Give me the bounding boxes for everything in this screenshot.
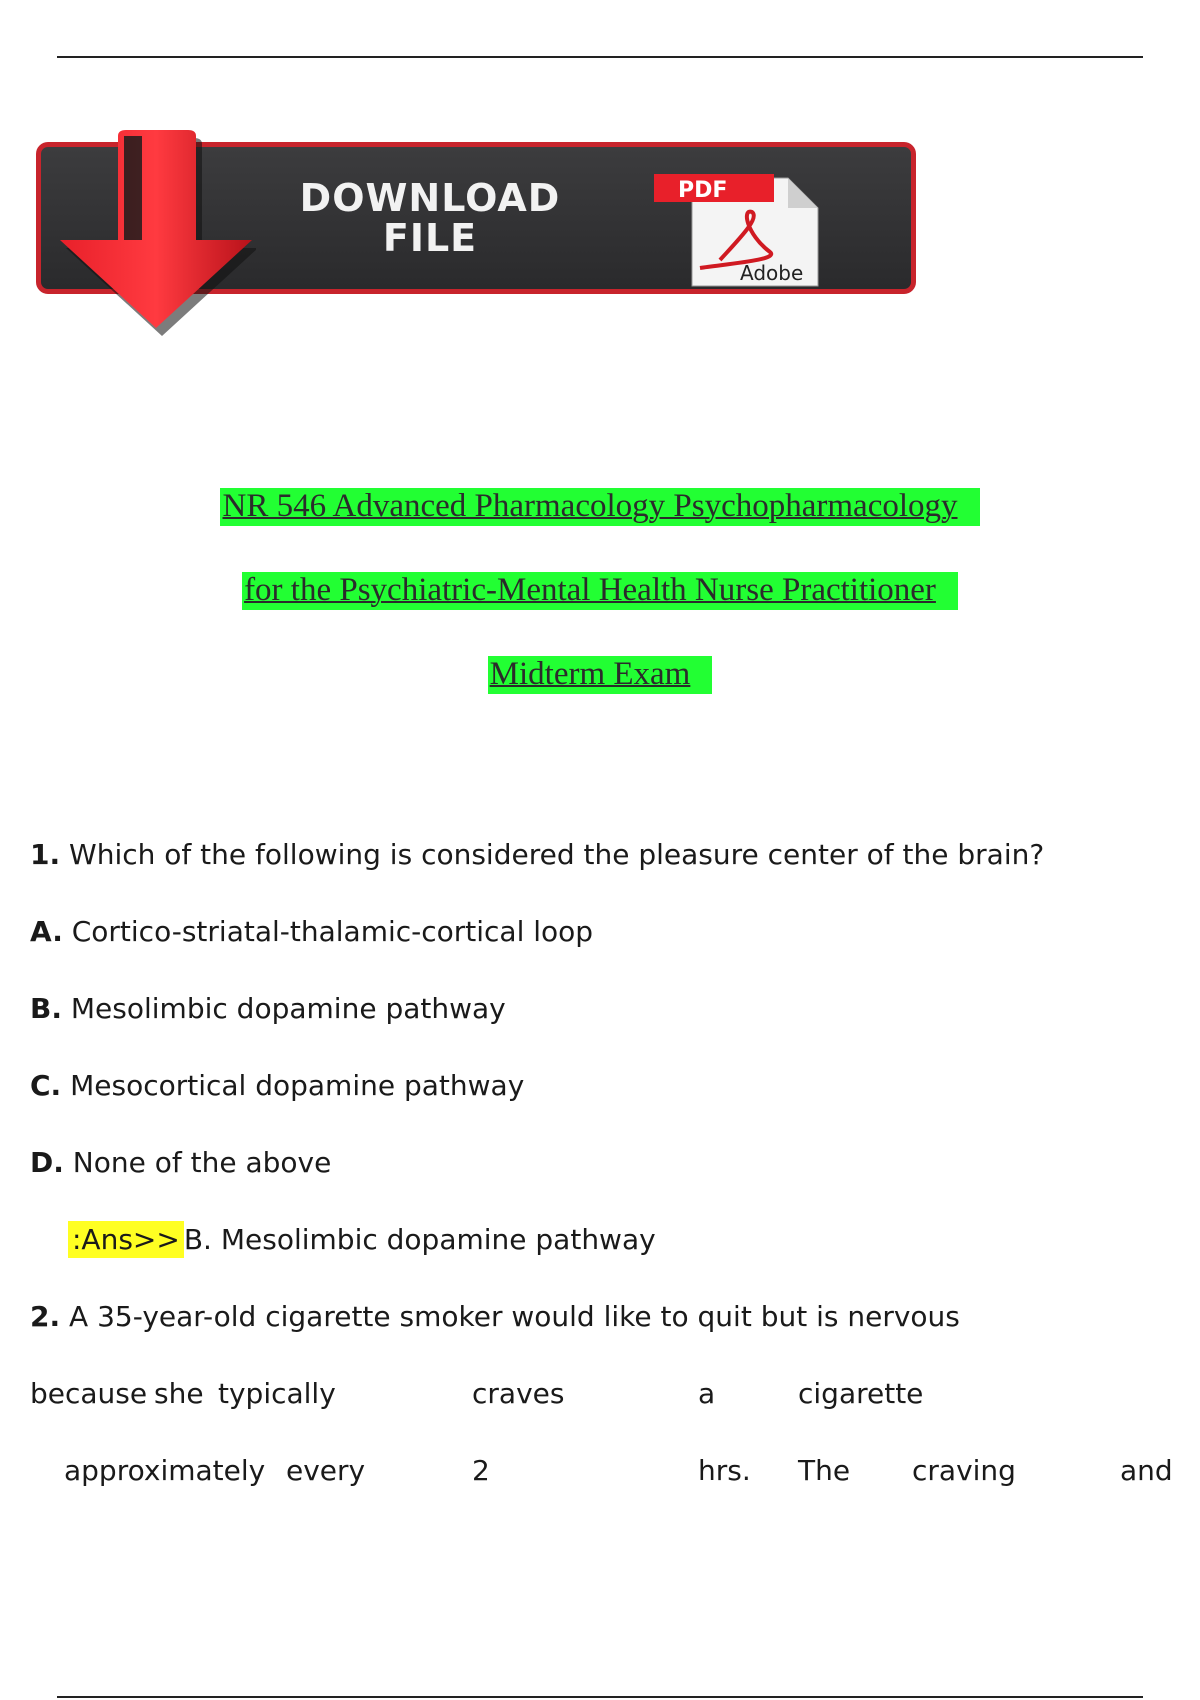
question-2-word: every (286, 1454, 366, 1487)
question-2-word: craving (912, 1454, 1016, 1487)
download-label-line1: DOWNLOAD (299, 176, 561, 220)
document-title-line-1: NR 546 Advanced Pharmacology Psychopharmacology (0, 488, 1200, 525)
option-d: D. None of the above (30, 1146, 332, 1179)
question-number: 1. (30, 838, 61, 871)
option-a: A. Cortico-striatal-thalamic-cortical loop (30, 915, 594, 948)
option-b: B. Mesolimbic dopamine pathway (30, 992, 506, 1025)
question-2-word: and (1120, 1454, 1173, 1487)
pdf-file-icon (630, 168, 830, 288)
question-1 (30, 838, 1044, 871)
question-2-word: typically (218, 1377, 336, 1410)
question-2-word: craves (472, 1377, 565, 1410)
document-title-line-3: Midterm Exam (0, 656, 1200, 693)
download-arrow-icon (56, 128, 256, 338)
question-2-word: approximately (64, 1454, 266, 1487)
answer-line (68, 1223, 656, 1256)
top-rule (57, 56, 1143, 58)
answer-text: B. Mesolimbic dopamine pathway (183, 1223, 656, 1256)
download-label-line2: FILE (382, 216, 478, 260)
question-2-word: hrs. (698, 1454, 751, 1487)
question-2-word: a (698, 1377, 716, 1410)
option-c: C. Mesocortical dopamine pathway (30, 1069, 525, 1102)
bottom-rule (57, 1696, 1143, 1698)
pdf-tag-text: PDF (678, 178, 728, 203)
question-text: Which of the following is considered the pleasure center of the brain? (69, 838, 1045, 871)
question-text: A 35-year-old cigarette smoker would like to quit but is nervous (69, 1300, 960, 1333)
download-label (250, 178, 610, 258)
download-file-banner[interactable] (20, 128, 900, 338)
question-2-word: cigarette (798, 1377, 924, 1410)
pdf-brand-text: Adobe (740, 261, 804, 285)
question-2-word: because (30, 1377, 148, 1410)
document-title-line-2: for the Psychiatric-Mental Health Nurse Practitioner (0, 572, 1200, 609)
question-2-word: The (798, 1454, 851, 1487)
answer-label: :Ans>> (68, 1221, 184, 1258)
question-2 (30, 1300, 960, 1333)
question-2-word: 2 (472, 1454, 490, 1487)
question-2-word: she (154, 1377, 204, 1410)
question-number: 2. (30, 1300, 61, 1333)
